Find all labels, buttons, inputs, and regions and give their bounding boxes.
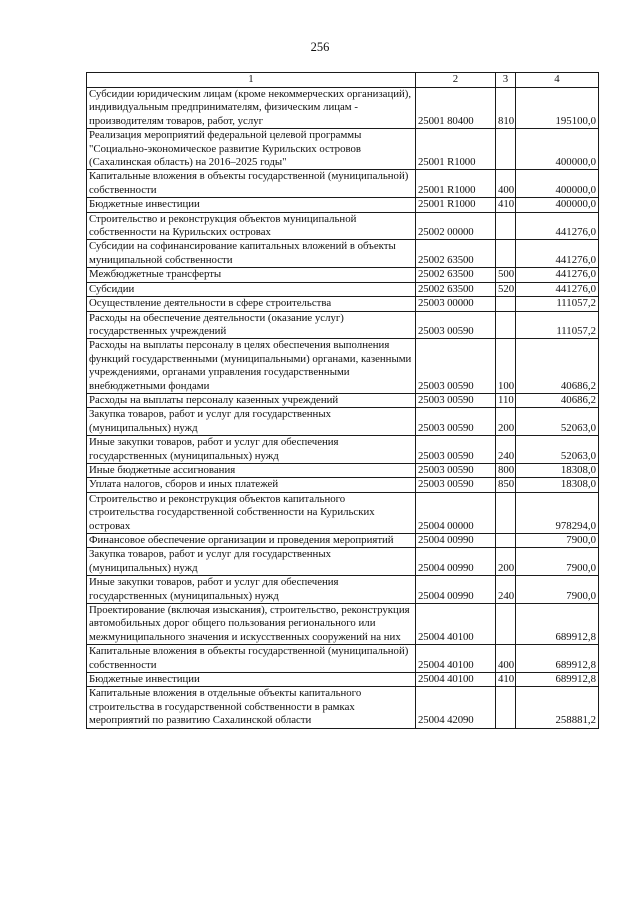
expense-name-cell: Осуществление деятельности в сфере строительства — [87, 297, 416, 311]
table-row — [87, 548, 599, 576]
budget-table — [86, 72, 599, 729]
table-row — [87, 534, 599, 548]
table-row — [87, 240, 599, 268]
table-row — [87, 311, 599, 339]
target-code-cell: 25003 00590 — [416, 463, 496, 477]
expense-name-cell: Закупка товаров, работ и услуг для государственных (муниципальных) нужд — [87, 548, 416, 576]
target-code-cell: 25002 63500 — [416, 282, 496, 296]
target-code-cell: 25003 00590 — [416, 311, 496, 339]
amount-cell: 52063,0 — [516, 408, 599, 436]
expense-type-cell: 400 — [496, 645, 516, 673]
expense-type-cell — [496, 311, 516, 339]
table-row — [87, 436, 599, 464]
table-row — [87, 339, 599, 394]
expense-type-cell — [496, 534, 516, 548]
amount-cell: 111057,2 — [516, 311, 599, 339]
amount-cell: 689912,8 — [516, 604, 599, 645]
table-body — [87, 88, 599, 729]
expense-type-cell: 850 — [496, 478, 516, 492]
amount-cell: 40686,2 — [516, 393, 599, 407]
target-code-cell: 25002 63500 — [416, 240, 496, 268]
expense-type-cell: 520 — [496, 282, 516, 296]
table-row — [87, 687, 599, 728]
expense-name-cell: Расходы на выплаты персоналу казенных учреждений — [87, 393, 416, 407]
expense-type-cell: 810 — [496, 88, 516, 129]
column-header-1: 1 — [87, 73, 416, 88]
expense-name-cell: Межбюджетные трансферты — [87, 268, 416, 282]
expense-name-cell: Субсидии юридическим лицам (кроме некоммерческих организаций), индивидуальным предпринимателям, физическим лицам - производителям товаров, работ, услуг — [87, 88, 416, 129]
expense-name-cell: Расходы на обеспечение деятельности (оказание услуг) государственных учреждений — [87, 311, 416, 339]
target-code-cell: 25001 R1000 — [416, 198, 496, 212]
target-code-cell: 25003 00590 — [416, 436, 496, 464]
expense-type-cell — [496, 129, 516, 170]
target-code-cell: 25003 00590 — [416, 339, 496, 394]
expense-type-cell — [496, 297, 516, 311]
expense-type-cell: 240 — [496, 576, 516, 604]
expense-name-cell: Субсидии — [87, 282, 416, 296]
column-header-3: 3 — [496, 73, 516, 88]
expense-type-cell: 200 — [496, 408, 516, 436]
table-row — [87, 645, 599, 673]
expense-name-cell: Бюджетные инвестиции — [87, 673, 416, 687]
target-code-cell: 25004 40100 — [416, 604, 496, 645]
table-row — [87, 604, 599, 645]
column-header-2: 2 — [416, 73, 496, 88]
expense-name-cell: Иные закупки товаров, работ и услуг для обеспечения государственных (муниципальных) нужд — [87, 576, 416, 604]
page-number: 256 — [310, 40, 330, 54]
table-row — [87, 212, 599, 240]
expense-type-cell: 400 — [496, 170, 516, 198]
amount-cell: 40686,2 — [516, 339, 599, 394]
table-row — [87, 673, 599, 687]
expense-name-cell: Закупка товаров, работ и услуг для государственных (муниципальных) нужд — [87, 408, 416, 436]
amount-cell: 400000,0 — [516, 198, 599, 212]
amount-cell: 400000,0 — [516, 170, 599, 198]
target-code-cell: 25004 00990 — [416, 548, 496, 576]
target-code-cell: 25003 00590 — [416, 408, 496, 436]
amount-cell: 441276,0 — [516, 240, 599, 268]
target-code-cell: 25001 R1000 — [416, 129, 496, 170]
expense-name-cell: Бюджетные инвестиции — [87, 198, 416, 212]
amount-cell: 18308,0 — [516, 478, 599, 492]
target-code-cell: 25004 00990 — [416, 576, 496, 604]
expense-type-cell — [496, 240, 516, 268]
table-row — [87, 170, 599, 198]
table-row — [87, 282, 599, 296]
expense-name-cell: Капитальные вложения в объекты государственной (муниципальной) собственности — [87, 645, 416, 673]
amount-cell: 111057,2 — [516, 297, 599, 311]
expense-type-cell — [496, 687, 516, 728]
amount-cell: 978294,0 — [516, 492, 599, 533]
target-code-cell: 25002 63500 — [416, 268, 496, 282]
expense-type-cell — [496, 492, 516, 533]
amount-cell: 441276,0 — [516, 268, 599, 282]
expense-type-cell: 410 — [496, 673, 516, 687]
amount-cell: 7900,0 — [516, 576, 599, 604]
amount-cell: 258881,2 — [516, 687, 599, 728]
column-header-4: 4 — [516, 73, 599, 88]
expense-name-cell: Реализация мероприятий федеральной целевой программы "Социально-экономическое развитие Курильских островов (Сахалинская область) на 2016–2025 годы" — [87, 129, 416, 170]
amount-cell: 195100,0 — [516, 88, 599, 129]
table-row — [87, 478, 599, 492]
target-code-cell: 25003 00590 — [416, 478, 496, 492]
expense-name-cell: Иные закупки товаров, работ и услуг для обеспечения государственных (муниципальных) нужд — [87, 436, 416, 464]
table-row — [87, 576, 599, 604]
target-code-cell: 25004 40100 — [416, 645, 496, 673]
target-code-cell: 25004 42090 — [416, 687, 496, 728]
expense-type-cell: 800 — [496, 463, 516, 477]
table-row — [87, 492, 599, 533]
table-row — [87, 408, 599, 436]
target-code-cell: 25002 00000 — [416, 212, 496, 240]
expense-name-cell: Иные бюджетные ассигнования — [87, 463, 416, 477]
expense-name-cell: Финансовое обеспечение организации и проведения мероприятий — [87, 534, 416, 548]
expense-name-cell: Строительство и реконструкция объектов муниципальной собственности на Курильских островах — [87, 212, 416, 240]
expense-type-cell: 240 — [496, 436, 516, 464]
table-row — [87, 393, 599, 407]
target-code-cell: 25004 40100 — [416, 673, 496, 687]
target-code-cell: 25001 80400 — [416, 88, 496, 129]
expense-name-cell: Строительство и реконструкция объектов капитального строительства государственной собственности на Курильских островах — [87, 492, 416, 533]
expense-name-cell: Капитальные вложения в объекты государственной (муниципальной) собственности — [87, 170, 416, 198]
table-row — [87, 463, 599, 477]
expense-type-cell: 100 — [496, 339, 516, 394]
amount-cell: 52063,0 — [516, 436, 599, 464]
expense-type-cell: 500 — [496, 268, 516, 282]
amount-cell: 689912,8 — [516, 645, 599, 673]
amount-cell: 441276,0 — [516, 212, 599, 240]
expense-type-cell: 410 — [496, 198, 516, 212]
expense-name-cell: Капитальные вложения в отдельные объекты капитального строительства в государственной собственности в рамках мероприятий по развитию Сахалинской области — [87, 687, 416, 728]
amount-cell: 7900,0 — [516, 534, 599, 548]
expense-name-cell: Проектирование (включая изыскания), строительство, реконструкция автомобильных дорог общего пользования регионального или межмуниципального значения и искусственных сооружений на них — [87, 604, 416, 645]
expense-name-cell: Уплата налогов, сборов и иных платежей — [87, 478, 416, 492]
expense-name-cell: Субсидии на софинансирование капитальных вложений в объекты муниципальной собственности — [87, 240, 416, 268]
expense-type-cell — [496, 604, 516, 645]
amount-cell: 7900,0 — [516, 548, 599, 576]
expense-name-cell: Расходы на выплаты персоналу в целях обеспечения выполнения функций государственными (муниципальными) органами, казенными учреждениями, органами управления государственными внебюджетными фондами — [87, 339, 416, 394]
target-code-cell: 25003 00000 — [416, 297, 496, 311]
table-row — [87, 88, 599, 129]
table-row — [87, 268, 599, 282]
amount-cell: 400000,0 — [516, 129, 599, 170]
table-row — [87, 129, 599, 170]
table-row — [87, 198, 599, 212]
target-code-cell: 25004 00000 — [416, 492, 496, 533]
target-code-cell: 25004 00990 — [416, 534, 496, 548]
table-header-row — [87, 73, 599, 88]
target-code-cell: 25003 00590 — [416, 393, 496, 407]
target-code-cell: 25001 R1000 — [416, 170, 496, 198]
amount-cell: 18308,0 — [516, 463, 599, 477]
expense-type-cell — [496, 212, 516, 240]
amount-cell: 441276,0 — [516, 282, 599, 296]
table-row — [87, 297, 599, 311]
expense-type-cell: 110 — [496, 393, 516, 407]
expense-type-cell: 200 — [496, 548, 516, 576]
amount-cell: 689912,8 — [516, 673, 599, 687]
